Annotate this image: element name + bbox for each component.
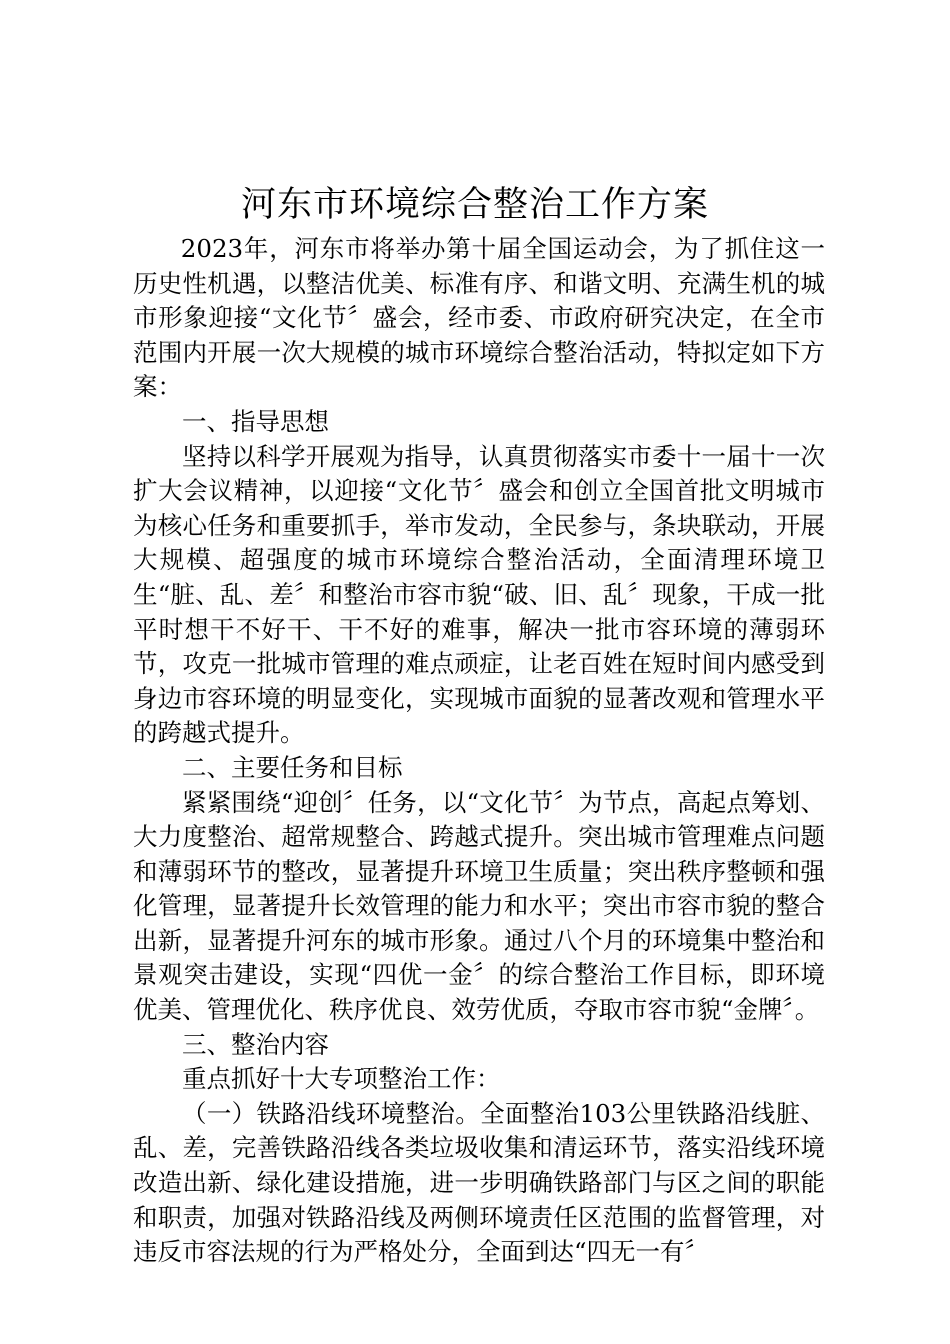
tasks-goals-paragraph: 紧紧围绕“迎创〞任务，以“文化节〞为节点，高起点筹划、大力度整治、超常规整合、跨越式提升。突出城市管理难点问题和薄弱环节的整改，显著提升环境卫生质量；突出秩序整顿和强化管理，显著提升长效管理的能力和水平；突出市容市貌的整合出新，显著提升河东的城市形象。通过八个月的环境集中整治和景观突击建设，实现“四优一金〞的综合整治工作目标，即环境优美、管理优化、秩序优良、效劳优质，夺取市容市貌“金牌〞。	[133, 787, 825, 1025]
document-title: 河东市环境综合整治工作方案	[240, 185, 709, 225]
section-heading-content: 三、整治内容	[182, 1029, 329, 1059]
content-intro-paragraph: 重点抓好十大专项整治工作：	[182, 1064, 501, 1094]
railway-rectification-paragraph: （一）铁路沿线环境整治。全面整治103公里铁路沿线脏、乱、差，完善铁路沿线各类垃圾收集和清运环节，落实沿线环境改造出新、绿化建设措施，进一步明确铁路部门与区之间的职能和职责，加强对铁路沿线及两侧环境责任区范围的监督管理，对违反市容法规的行为严格处分，全面到达“四无一有〞	[133, 1098, 825, 1267]
intro-paragraph: 2023年，河东市将举办第十届全国运动会，为了抓住这一历史性机遇，以整洁优美、标准有序、和谐文明、充满生机的城市形象迎接“文化节〞盛会，经市委、市政府研究决定，在全市范围内开展一次大规模的城市环境综合整治活动，特拟定如下方案：	[133, 234, 825, 402]
section-heading-tasks-goals: 二、主要任务和目标	[182, 752, 403, 782]
section-heading-guiding-ideology: 一、指导思想	[182, 406, 329, 436]
document-body	[133, 232, 825, 1270]
guiding-ideology-paragraph: 坚持以科学开展观为指导，认真贯彻落实市委十一届十一次扩大会议精神，以迎接“文化节〞盛会和创立全国首批文明城市为核心任务和重要抓手，举市发动，全民参与，条块联动，开展大规模、超强度的城市环境综合整治活动，全面清理环境卫生“脏、乱、差〞和整治市容市貌“破、旧、乱〞现象，干成一批平时想干不好干、干不好的难事，解决一批市容环境的薄弱环节，攻克一批城市管理的难点顽症，让老百姓在短时间内感受到身边市容环境的明显变化，实现城市面貌的显著改观和管理水平的跨越式提升。	[133, 441, 825, 748]
